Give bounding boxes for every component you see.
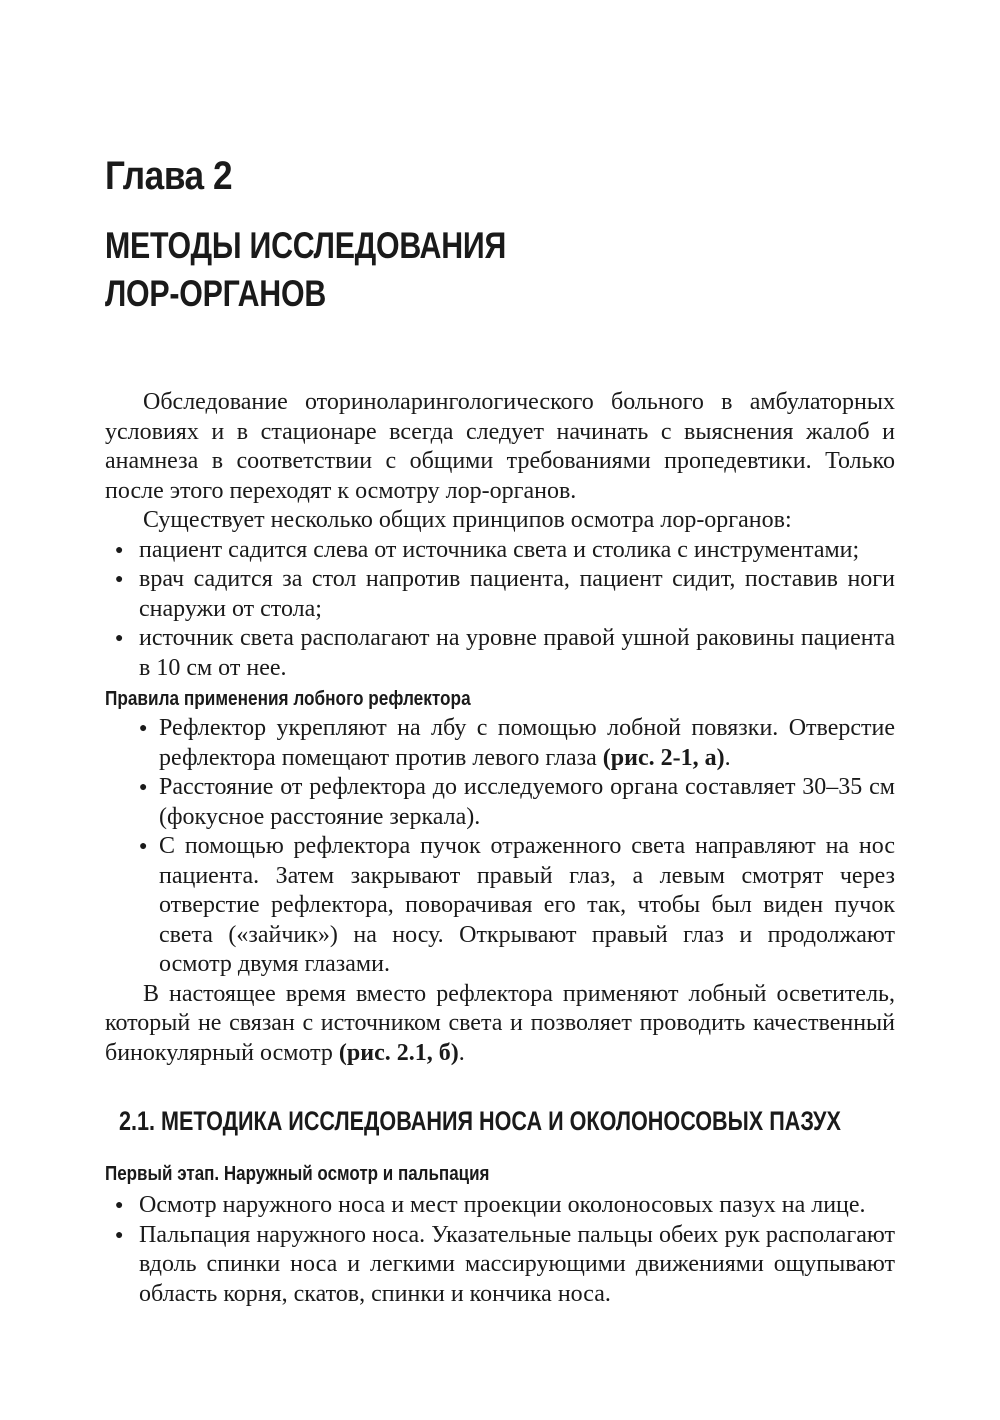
reflector-rule bbox=[159, 714, 895, 773]
figure-reference: (рис. 2.1, б) bbox=[338, 1039, 459, 1066]
closing-text: В настоящее время вместо рефлектора применяют лобный осветитель, который не связан с источником света и позволяет проводить качественный бинокулярный осмотр bbox=[105, 980, 895, 1066]
intro-section bbox=[105, 388, 895, 1068]
reflector-heading: Правила применения лобного рефлектора bbox=[105, 688, 471, 710]
chapter-title bbox=[105, 222, 753, 318]
reflector-rule: ● С помощью рефлектора пучок отраженного света направляют на нос пациента. Затем закрывают правый глаз, а левым смотрят через отверстие рефлектора, поворачивая его так, чтобы был виден пучок света («зайчик») на носу. Открывают правый глаз и продолжают осмотр двумя глазами. bbox=[159, 832, 895, 980]
punctuation: . bbox=[458, 1039, 465, 1066]
stage-item: ● Пальпация наружного носа. Указательные пальцы обеих рук располагают вдоль спинки носа и легкими массирующими движениями ощупывают область корня, скатов, спинки и кончика носа. bbox=[139, 1221, 895, 1310]
reflector-rule: ● Расстояние от рефлектора до исследуемого органа составляет 30–35 см (фокусное расстояние зеркала). bbox=[159, 773, 895, 832]
punctuation: . bbox=[724, 744, 731, 771]
chapter-label: Глава 2 bbox=[105, 154, 233, 198]
stage-list bbox=[105, 1191, 895, 1309]
principles-intro: Существует несколько общих принципов осмотра лор-органов: bbox=[143, 507, 792, 533]
stage-heading: Первый этап. Наружный осмотр и пальпация bbox=[105, 1163, 490, 1185]
book-page bbox=[105, 150, 895, 1309]
intro-paragraph: Обследование оториноларингологического больного в амбулаторных условиях и в стационаре всегда следует начинать с выяснения жалоб и анамнеза в соответствии с общими требованиями пропедевтики. Только после этого переходят к осмотру лор-органов. bbox=[105, 389, 895, 504]
stage-section bbox=[105, 1191, 895, 1309]
stage-item: ● Осмотр наружного носа и мест проекции околоносовых пазух на лице. bbox=[139, 1191, 895, 1221]
section-heading: 2.1. МЕТОДИКА ИССЛЕДОВАНИЯ НОСА И ОКОЛОНОСОВЫХ ПАЗУХ bbox=[119, 1106, 841, 1136]
principle-item: ● пациент садится слева от источника света и столика с инструментами; bbox=[139, 536, 895, 566]
chapter-title-line-2: ЛОР-ОРГАНОВ bbox=[105, 273, 326, 314]
principles-list bbox=[105, 536, 895, 684]
principle-item: ● врач садится за стол напротив пациента, пациент сидит, поставив ноги снаружи от стола; bbox=[139, 565, 895, 624]
chapter-title-line-1: МЕТОДЫ ИССЛЕДОВАНИЯ bbox=[105, 225, 507, 266]
reflector-rules-list bbox=[105, 714, 895, 980]
reflector-rule-text: Рефлектор укрепляют на лбу с помощью лобной повязки. Отверстие рефлектора помещают против левого глаза bbox=[159, 715, 895, 771]
closing-paragraph bbox=[105, 980, 895, 1069]
figure-reference: (рис. 2-1, а) bbox=[602, 744, 725, 771]
principle-item: ● источник света располагают на уровне правой ушной раковины пациента в 10 см от нее. bbox=[139, 624, 895, 683]
